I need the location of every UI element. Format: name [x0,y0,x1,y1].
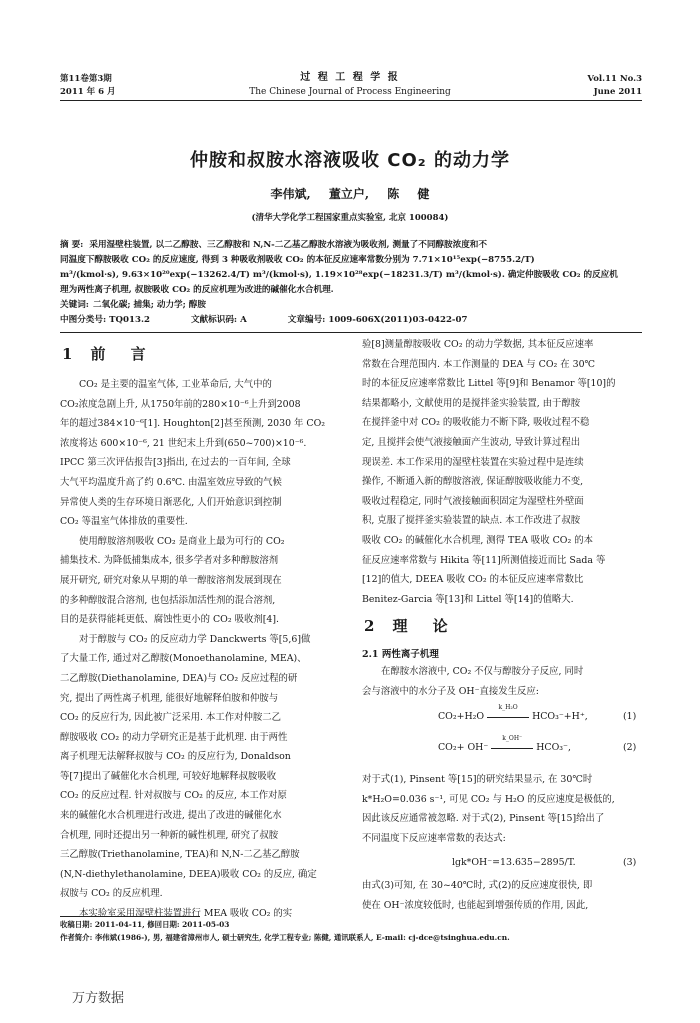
text-line: 对于式(1), Pinsent 等[15]的研究结果显示, 在 30℃时 [362,774,593,785]
text-line: 不同温度下反应速率常数的表达式: [362,832,506,844]
text-line: 因此该反应通常被忽略. 对于式(2), Pinsent 等[15]给出了 [362,813,605,825]
header-rule [60,100,642,101]
text-line: 由式(3)可知, 在 30~40℃时, 式(2)的反应速度很快, 即 [362,880,593,891]
abstract-line-4: 理为两性离子机理, 叔胺吸收 CO₂ 的反应机理为改进的碱催化水合机理. [60,285,334,295]
text-line: Benitez-Garcia 等[13]和 Littel 等[14]的值略大. [362,593,574,605]
footnote-rule [60,916,200,917]
journal-title-cn: 过 程 工 程 学 报 [300,72,400,83]
subsection-2-1-text [362,662,644,701]
text-line: 醇胺吸收 CO₂ 的动力学研究正是基于此机理. 由于两性 [60,731,288,743]
volume-en: Vol.11 No.3 [587,74,642,84]
text-line: CO₂ 是主要的温室气体, 工业革命后, 大气中的 [79,379,272,390]
text-line: 常数在合理范围内. 本工作测量的 DEA 与 CO₂ 在 30℃ [362,358,596,370]
section-2-heading: 2 理 论 [364,617,458,635]
text-line: k*H₂O=0.036 s⁻¹, 可见 CO₂ 与 H₂O 的反应速度是极低的, [362,793,615,805]
equation-3-number: (3) [623,857,637,868]
volume-cn: 第11卷第3期 [60,74,112,84]
equation-1: CO₂+H₂O k_H₂O HCO₃⁻+H⁺, [438,704,588,722]
text-line: 会与溶液中的水分子及 OH⁻直接发生反应: [362,685,539,697]
text-line: 了大量工作, 通过对乙醇胺(Monoethanolamine, MEA)、 [60,653,307,665]
text-line: 叔胺与 CO₂ 的反应机理. [60,888,163,900]
text-line: 使在 OH⁻浓度较低时, 也能起到增强传质的作用, 因此, [362,899,589,911]
text-line: 离子机理无法解释叔胺与 CO₂ 的反应行为, Donaldson [60,751,291,763]
text-line: 合机理, 同时还提出另一种新的碱性机理, 研究了叔胺 [60,829,279,841]
equation-2: CO₂+ OH⁻ k_OH⁻ HCO₃⁻, [438,735,571,753]
text-line: CO₂ 的反应行为, 因此被广泛采用. 本工作对仲胺二乙 [60,712,282,724]
text-line: 对于醇胺与 CO₂ 的反应动力学 Danckwerts 等[5,6]做 [79,633,311,645]
footnote [60,918,642,944]
text-line: 操作, 不断通入新的醇胺溶液, 保证醇胺吸收能力不变, [362,476,584,488]
text-line: 三乙醇胺(Triethanolamine, TEA)和 N,N-二乙基乙醇胺 [60,849,300,861]
text-line: 目的是获得能耗更低、腐蚀性更小的 CO₂ 吸收剂[4]. [60,614,279,626]
text-line: 使用醇胺溶剂吸收 CO₂ 是商业上最为可行的 CO₂ [79,535,285,547]
date-en: June 2011 [593,87,642,97]
text-line: CO₂浓度急剧上升, 从1750年前的280×10⁻⁶上升到2008 [60,398,301,410]
paper-title: 仲胺和叔胺水溶液吸收 CO₂ 的动力学 [190,150,510,171]
text-line: 究, 提出了两性离子机理, 能很好地解释伯胺和仲胺与 [60,692,279,704]
text-line: 本实验室采用湿壁柱装置进行 MEA 吸收 CO₂ 的实 [79,908,293,920]
text-line: 二乙醇胺(Diethanolamine, DEA)与 CO₂ 反应过程的研 [60,672,298,684]
text-line: 捕集技术. 为降低捕集成本, 很多学者对多种醇胺溶剂 [60,555,279,567]
text-line: 在醇胺水溶液中, CO₂ 不仅与醇胺分子反应, 同时 [381,666,584,677]
text-line: 年的超过384×10⁻⁶[1]. Houghton[2]甚至预测, 2030 年 CO₂ [60,418,326,430]
text-line: 吸收过程稳定, 同时气液接触面积固定为湿壁柱外壁面 [362,495,584,507]
footnote-author: 作者简介: 李伟斌(1986-), 男, 福建省漳州市人, 硕士研究生, 化学工程专业; 陈健, 通讯联系人, E-mail: cj-dce@tsinghua.edu.cn. [60,933,510,942]
text-line: IPCC 第三次评估报告[3]指出, 在过去的一百年间, 全球 [60,457,291,469]
date-cn: 2011 年 6 月 [60,87,116,97]
text-line: 等[7]提出了碱催化水合机理, 可较好地解释叔胺吸收 [60,770,277,782]
text-line: 积, 克服了搅拌釜实验装置的缺点. 本工作改进了叔胺 [362,515,581,527]
watermark: 万方数据 [72,991,125,1006]
right-column-top [362,335,644,609]
text-line: 定, 且搅拌会使气液接触面产生波动, 导致计算过程出 [362,436,581,448]
equation-2-number: (2) [623,742,637,753]
journal-title-en: The Chinese Journal of Process Engineering [249,87,451,97]
text-line: [12]的值大, DEEA 吸收 CO₂ 的本征反应速率常数比 [362,574,584,586]
footnote-received: 收稿日期: 2011-04-11, 修回日期: 2011-05-03 [60,920,230,929]
text-line: 在搅拌釜中对 CO₂ 的吸收能力不断下降, 吸收过程不稳 [362,417,590,429]
text-line: 大气平均温度升高了约 0.6℃. 由温室效应导致的气候 [60,476,282,488]
abstract-rule [60,332,642,333]
authors: 李伟斌, 董立户, 陈 健 [270,187,430,201]
text-line: 征反应速率常数与 Hikita 等[11]所测值接近而比 Sada 等 [362,554,606,566]
affiliation: (清华大学化学工程国家重点实验室, 北京 100084) [251,213,449,223]
text-line: 的多种醇胺混合溶剂, 也包括添加活性剂的混合溶剂, [60,594,276,606]
text-line: 吸收 CO₂ 的碱催化水合机理, 测得 TEA 吸收 CO₂ 的本 [362,534,593,546]
text-line: 时的本征反应速率常数比 Littel 等[9]和 Benamor 等[10]的 [362,378,616,390]
abstract-line-3: m³/(kmol·s), 9.63×10²⁰exp(−13262.4/T) m³/(kmol·s), 1.19×10²⁸exp(−18231.3/T) m³/(kmol·s). 确定仲胺吸收 CO₂ 的反应机 [60,270,618,280]
text-line: CO₂ 等温室气体排放的重要性. [60,516,188,528]
keywords: 关键词: 二氧化碳; 捕集; 动力学; 醇胺 [60,300,206,310]
text-line: 异常使人类的生存环境日渐恶化, 人们开始意识到控制 [60,496,282,508]
text-line: 展开研究, 研究对象从早期的单一醇胺溶剂发展到现在 [60,574,282,586]
text-line: 来的碱催化水合机理进行改进, 提出了改进的碱催化水 [60,810,282,822]
text-line: CO₂ 的反应过程. 针对叔胺与 CO₂ 的反应, 本工作对原 [60,790,287,802]
abstract-line-1: 摘 要: 采用湿壁柱装置, 以二乙醇胺、三乙醇胺和 N,N-二乙基乙醇胺水溶液为吸收剂, 测量了不同醇胺浓度和不 [60,240,487,250]
abstract-line-2: 同温度下醇胺吸收 CO₂ 的反应速度, 得到 3 种吸收剂吸收 CO₂ 的本征反应速率常数分别为 7.71×10¹⁵exp(−8755.2/T) [60,255,535,265]
classification: 中图分类号: TQ013.2 文献标识码: A 文章编号: 1009-606X(2011)03-0422-07 [60,315,468,325]
text-line: (N,N-diethylethanolamine, DEEA)吸收 CO₂ 的反应, 确定 [60,868,317,880]
equation-1-number: (1) [623,711,637,722]
left-column [60,375,345,924]
text-line: 浓度将达 600×10⁻⁶, 21 世纪末上升到(650~700)×10⁻⁶. [60,437,307,449]
section-1-heading: 1 前 言 [62,345,156,363]
subsection-2-1-heading: 2.1 两性离子机理 [362,649,439,660]
text-line: 结果都略小, 文献使用的是搅拌釜实验装置, 由于醇胺 [362,397,581,409]
equation-3: lgk*OH⁻=13.635−2895/T. [452,857,576,868]
text-line: 验[8]测量醇胺吸收 CO₂ 的动力学数据, 其本征反应速率 [362,339,594,350]
right-column-bottom [362,876,644,915]
text-line: 现误差. 本工作采用的湿壁柱装置在实验过程中是连续 [362,456,584,468]
abstract [60,238,642,328]
right-column-middle [362,770,644,848]
